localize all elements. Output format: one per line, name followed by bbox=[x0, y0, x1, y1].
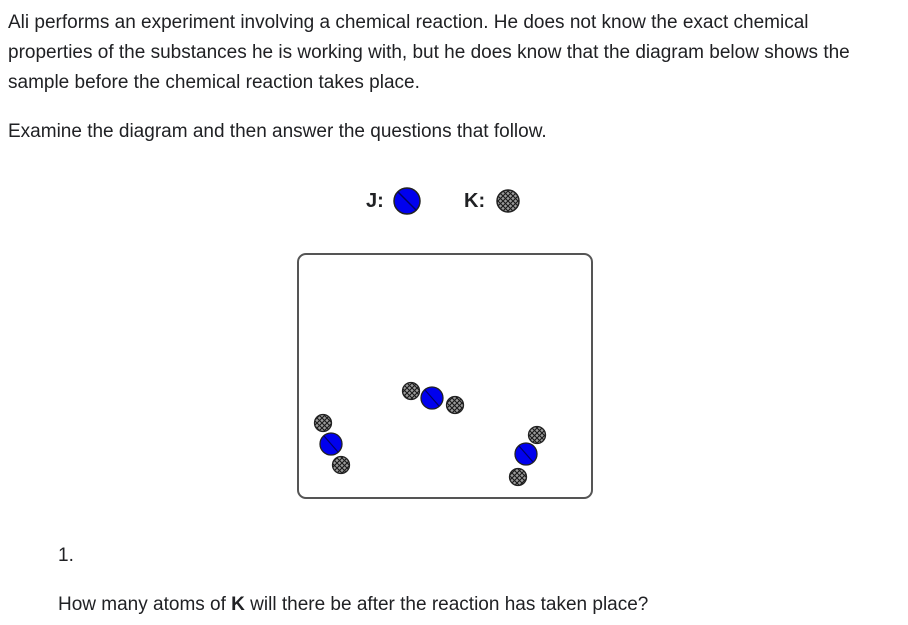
question-bold-term: K bbox=[231, 594, 245, 615]
legend-j-label: J: bbox=[366, 189, 384, 212]
atom-j-icon bbox=[392, 186, 422, 216]
question-text-before: How many atoms of bbox=[58, 594, 232, 615]
question-number: 1. bbox=[58, 545, 74, 566]
legend-k bbox=[464, 186, 523, 216]
atom-k bbox=[333, 457, 350, 474]
legend-j bbox=[366, 186, 422, 216]
sample-diagram bbox=[297, 253, 593, 499]
atom-k bbox=[315, 415, 332, 432]
legend-k-label: K: bbox=[464, 189, 486, 212]
atom-k bbox=[529, 427, 546, 444]
atom-k bbox=[447, 397, 464, 414]
atom-k bbox=[403, 383, 420, 400]
atom-k bbox=[510, 469, 527, 486]
atom-k-icon bbox=[493, 186, 523, 216]
passage-intro: Ali performs an experiment involving a chemical reaction. He does not know the exact chemical properties of the substances he is working with, but he does know that the diagram below shows the sample before the chemical reaction takes place. bbox=[8, 12, 850, 93]
question-text bbox=[58, 592, 648, 618]
passage-instruction: Examine the diagram and then answer the questions that follow. bbox=[8, 121, 547, 142]
question-text-after: will there be after the reaction has taken place? bbox=[244, 594, 649, 615]
